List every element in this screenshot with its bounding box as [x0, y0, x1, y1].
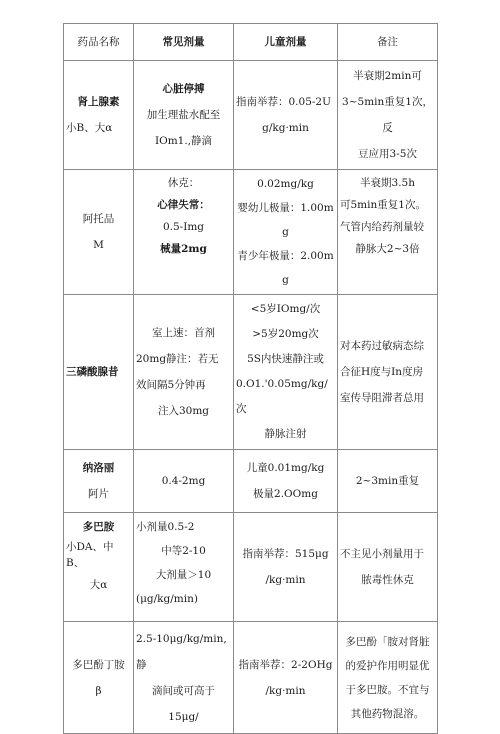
child-dose-line: 0.02mg/kg — [257, 178, 314, 190]
note-line: 气管内给药剂量较 — [340, 221, 424, 233]
dose-line: 心律失常： — [157, 199, 210, 211]
dose-line: 效间隔5分钟再 — [136, 379, 206, 391]
child-dose-line: >5岁20mg次 — [252, 328, 319, 340]
drug-receptor: B、 — [66, 557, 85, 569]
common-dose-cell — [134, 513, 234, 622]
drug-receptor: 阿片 — [88, 488, 109, 500]
dose-line: 械量2mg — [160, 243, 207, 255]
child-dose-line: /kg·min — [265, 684, 306, 697]
drug-name: 肾上腺素 — [77, 96, 120, 108]
note-line: 脓毒性休克 — [361, 574, 414, 586]
note-cell — [338, 61, 438, 170]
note-cell — [338, 513, 438, 622]
table-row — [64, 513, 438, 622]
dose-line: 滴间或可高于 — [152, 684, 215, 697]
child-dose-line: g/kg·min — [262, 122, 309, 134]
child-dose-cell — [234, 295, 338, 450]
child-dose-cell — [234, 622, 338, 734]
child-dose-line: 指南举荐：2-2OHg — [238, 658, 333, 671]
note-line: 于多巴胺。不宜与 — [345, 683, 430, 696]
drug-name-cell — [64, 622, 134, 734]
drug-name-cell — [64, 170, 134, 295]
note-line: 3~5min重复1次，反 — [342, 96, 433, 134]
dose-line: 小剂量0.5-2 — [136, 521, 195, 533]
note-line: 合征H度与In度房 — [340, 366, 424, 378]
common-dose-cell — [134, 622, 234, 734]
drug-receptor: 小B、大α — [66, 122, 113, 134]
note-line: 可5min重复1次。 — [340, 199, 426, 211]
table-row — [64, 622, 438, 734]
dose-line: 心脏停搏 — [162, 83, 205, 95]
drug-dosage-table — [63, 23, 438, 734]
note-line: 半衰期2min可 — [353, 70, 422, 82]
dose-line: 0.4-2mg — [161, 475, 206, 487]
note-line: 的爱护作用明显优 — [345, 659, 430, 672]
drug-name: 多巴酚丁胺 — [72, 658, 125, 671]
child-dose-line: 指南举荐：0.05-2U — [236, 96, 331, 108]
child-dose-line: 0.O1.'0.05mg/kg/次 — [236, 378, 328, 415]
dose-line: 中等2-10 — [161, 545, 206, 557]
dose-line: 室上速：首剂 — [152, 327, 215, 339]
drug-name-cell — [64, 295, 134, 450]
common-dose-cell — [134, 450, 234, 513]
child-dose-line: 青少年极量：2.00mg — [237, 250, 334, 286]
drug-receptor: M — [93, 239, 104, 251]
child-dose-cell — [234, 170, 338, 295]
drug-name: 三磷酸腺昔 — [66, 366, 119, 378]
table-header-row — [64, 24, 438, 61]
dose-line: 0.5-Img — [162, 221, 205, 233]
note-line: 静脉大2~3倍 — [355, 243, 420, 255]
dose-line: 20mg静注：若无 — [136, 353, 219, 365]
child-dose-line: 静脉注射 — [264, 428, 307, 440]
drug-name: 多巴胺 — [82, 521, 115, 533]
dose-line: 2.5-10μg/kg/min,静 — [136, 632, 227, 671]
child-dose-line: 儿童0.01mg/kg — [246, 462, 325, 474]
table-row — [64, 61, 438, 170]
note-cell — [338, 450, 438, 513]
header-child-dose: 儿童剂量 — [234, 24, 338, 61]
note-line: 2~3min重复 — [355, 475, 420, 487]
drug-receptor: 小DA、中 — [66, 541, 114, 553]
common-dose-cell — [134, 295, 234, 450]
note-line: 其他药物混溶。 — [350, 707, 425, 720]
dose-line: 加生理盐水配至 — [146, 109, 221, 121]
drug-receptor: β — [95, 684, 102, 697]
drug-name-cell — [64, 450, 134, 513]
dose-line: 注入30mg — [157, 405, 210, 417]
child-dose-line: 婴幼儿极量：1.00mg — [237, 202, 334, 238]
table-row — [64, 450, 438, 513]
drug-name: 纳洛丽 — [82, 462, 115, 474]
dose-line: IOm1.,静滴 — [154, 135, 213, 147]
note-line: 豆应用3-5次 — [358, 148, 417, 160]
child-dose-cell — [234, 450, 338, 513]
note-line: 不主见小剂量用于 — [340, 548, 424, 560]
child-dose-line: 指南举荐：515μg — [242, 548, 329, 560]
header-drug-name: 药品名称 — [64, 24, 134, 61]
dose-line: 休克： — [167, 177, 200, 189]
note-cell — [338, 170, 438, 295]
dose-line: (μg/kg/min) — [136, 593, 198, 605]
child-dose-line: 5S内快速静注或 — [247, 353, 324, 365]
dose-line: 15μg/ — [168, 710, 199, 723]
dose-line: 大剂量＞10 — [155, 569, 212, 581]
note-line: 多巴酚「胺对肾脏 — [345, 635, 430, 648]
note-line: 半衰期3.5h — [360, 177, 415, 189]
common-dose-cell — [134, 61, 234, 170]
drug-dosage-document — [63, 23, 437, 734]
common-dose-cell — [134, 170, 234, 295]
header-notes: 备注 — [338, 24, 438, 61]
note-cell — [338, 295, 438, 450]
header-common-dose: 常见剂量 — [134, 24, 234, 61]
drug-name-cell — [64, 513, 134, 622]
child-dose-line: <5岁IOmg/次 — [250, 303, 321, 315]
drug-name-cell — [64, 61, 134, 170]
note-line: 室传导阻滞者总用 — [340, 392, 424, 404]
table-row — [64, 295, 438, 450]
drug-receptor: 大α — [89, 579, 108, 591]
table-row — [64, 170, 438, 295]
child-dose-cell — [234, 61, 338, 170]
drug-name: 阿托品 — [82, 213, 115, 225]
child-dose-line: /kg·min — [265, 574, 306, 586]
child-dose-cell — [234, 513, 338, 622]
child-dose-line: 极量2.OOmg — [253, 488, 318, 500]
note-line: 对本药过敏病态综 — [340, 340, 424, 352]
note-cell — [338, 622, 438, 734]
